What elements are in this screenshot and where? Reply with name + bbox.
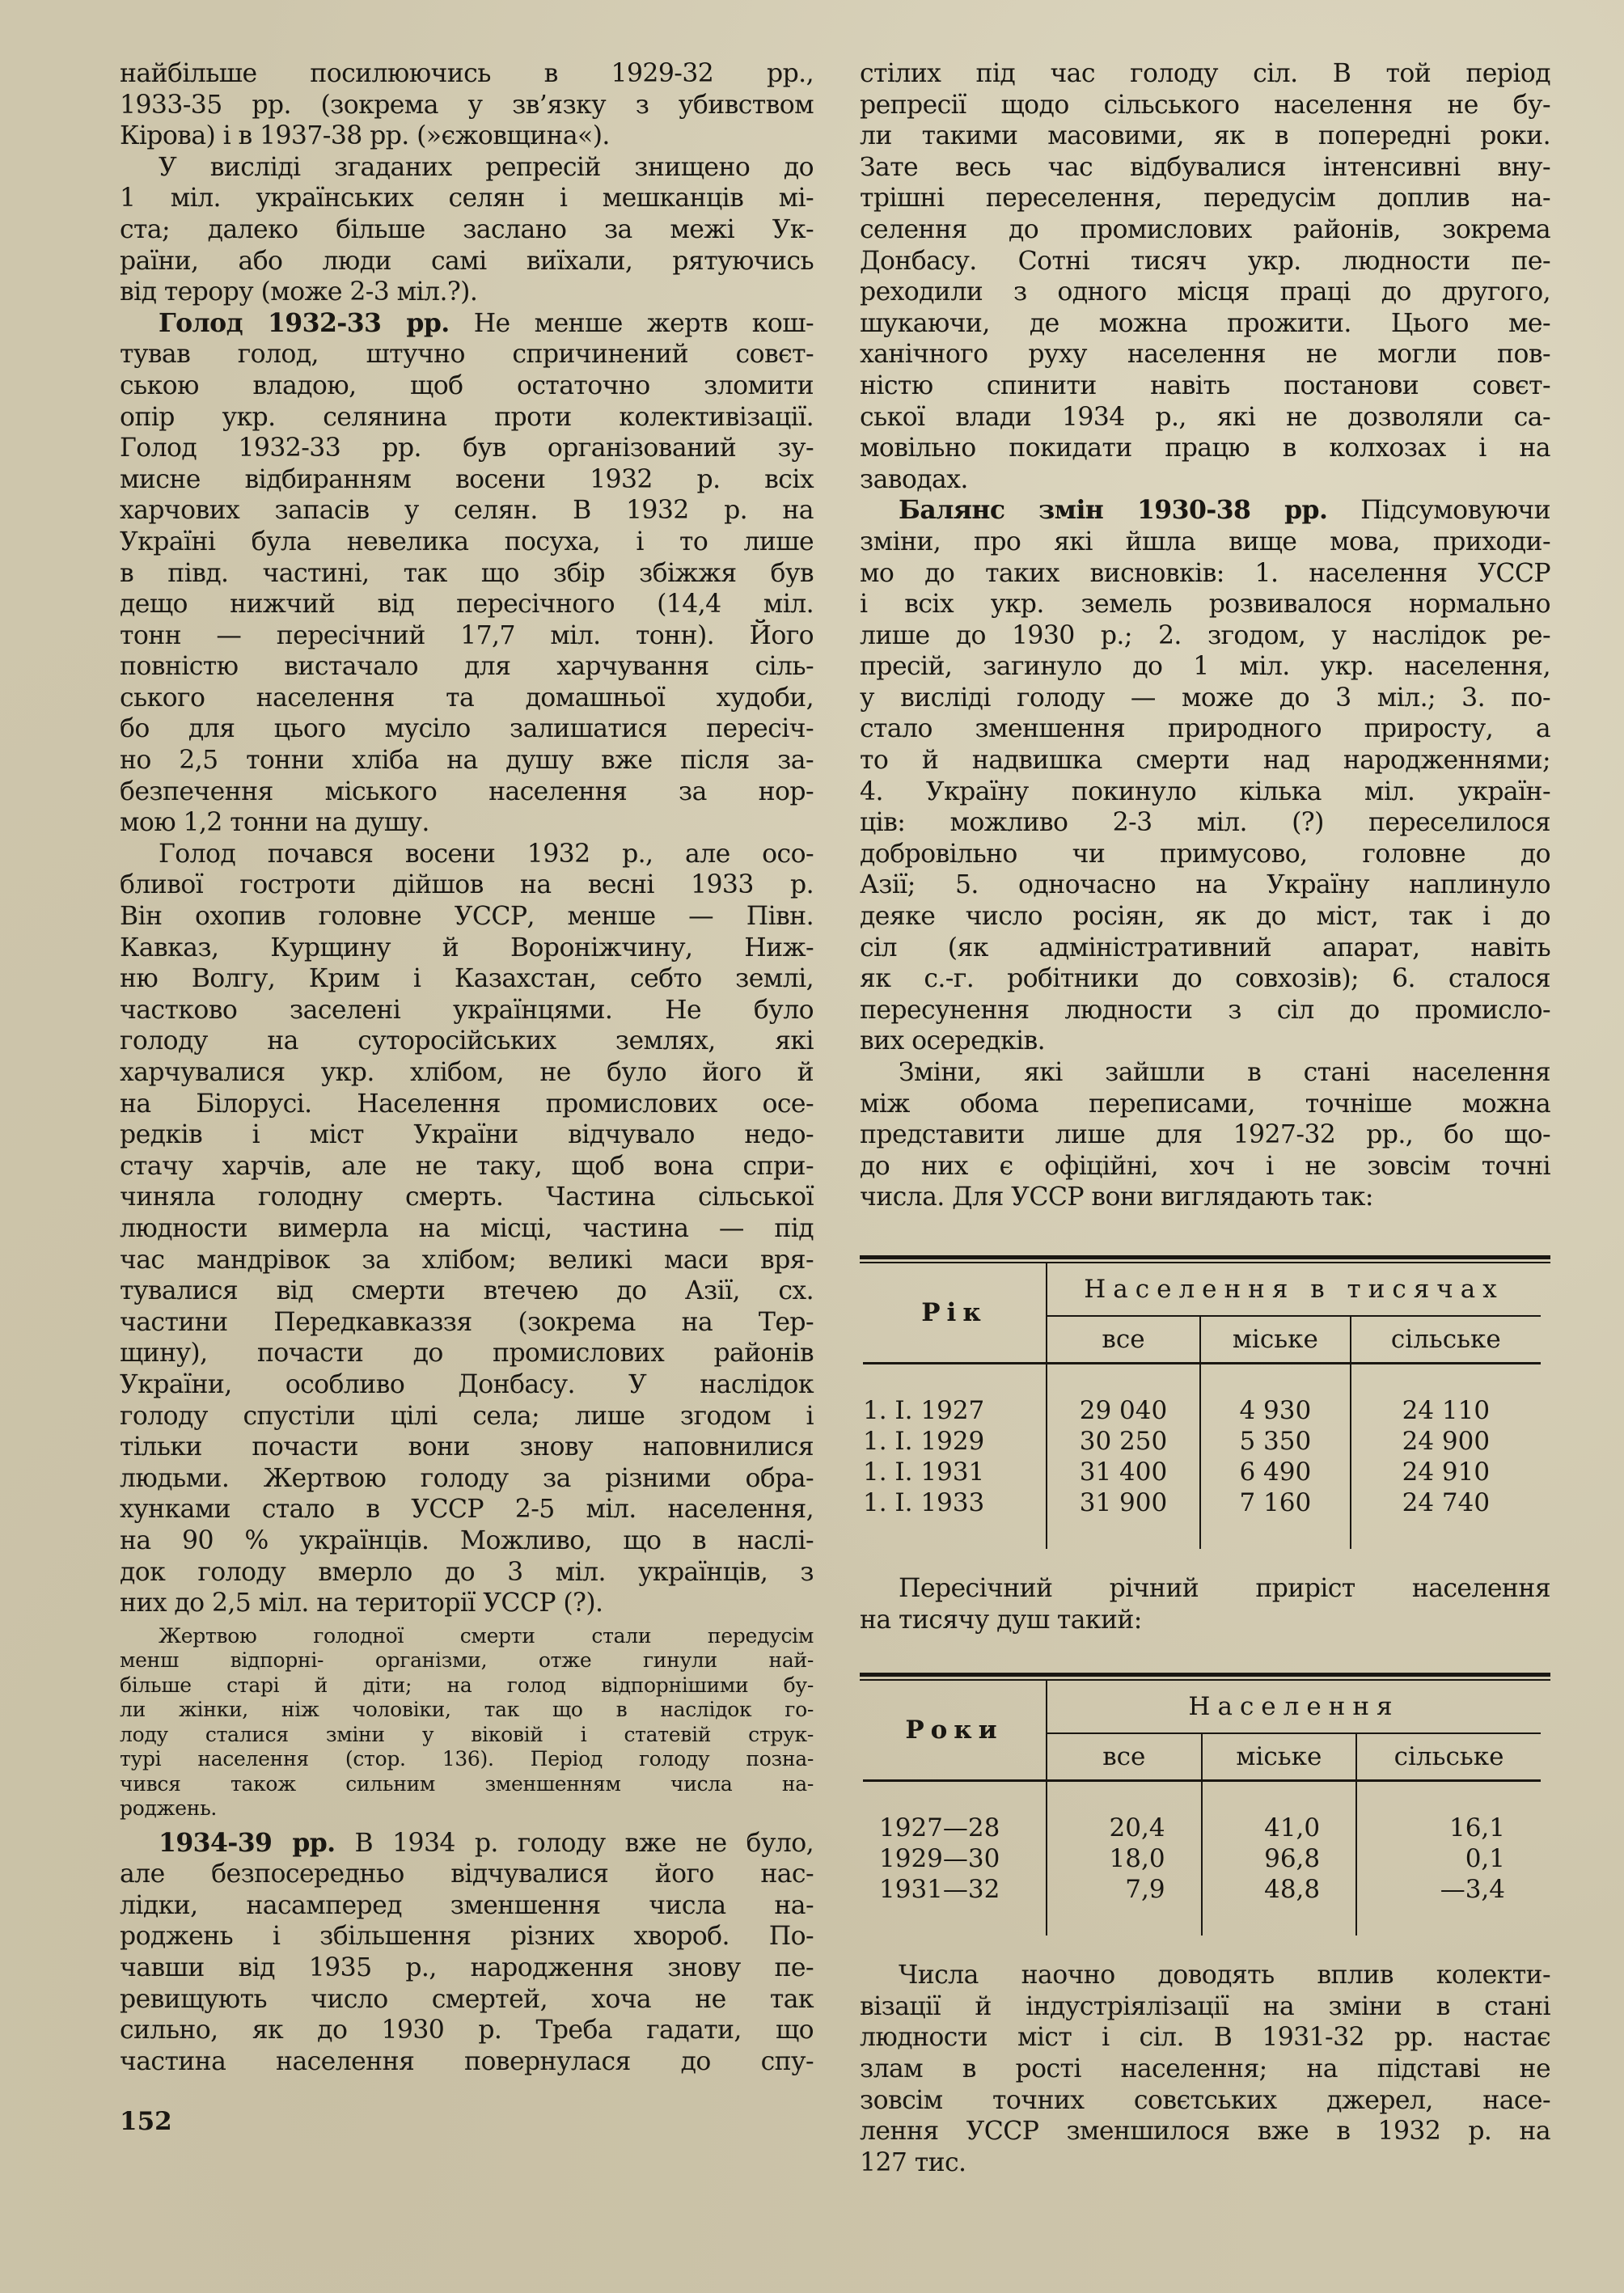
text-line bbox=[860, 2022, 1550, 2054]
text-line bbox=[120, 963, 814, 995]
right-body-text bbox=[860, 58, 1550, 1213]
text-line bbox=[120, 558, 814, 590]
line-text: стачу харчів, але не таку, щоб вона спри- bbox=[120, 1151, 814, 1181]
year-cell: 1927—28 bbox=[863, 1813, 1047, 1843]
all-cell: 31 900 bbox=[1047, 1487, 1200, 1518]
line-text: чавши від 1935 р., народження знову пе- bbox=[120, 1953, 814, 1983]
text-line bbox=[120, 620, 814, 652]
year-cell: 1929—30 bbox=[863, 1843, 1047, 1874]
line-text: Голод 1932-33 рр. був організований зу- bbox=[120, 434, 814, 463]
rural-cell: 24 740 bbox=[1402, 1487, 1491, 1517]
urban-cell: 96,8 bbox=[1202, 1843, 1357, 1874]
text-line bbox=[120, 58, 814, 90]
line-text: числа. Для УССР вони виглядають так: bbox=[860, 1182, 1373, 1212]
text-line bbox=[120, 339, 814, 370]
line-text: України, особливо Донбасу. У наслідок bbox=[120, 1369, 814, 1399]
line-text: людности вимерла на місці, частина — під bbox=[120, 1213, 814, 1243]
line-text: сильно, як до 1930 р. Треба гадати, що bbox=[120, 2016, 814, 2046]
urban-cell: 41,0 bbox=[1202, 1813, 1357, 1843]
population-table bbox=[860, 1255, 1550, 1549]
line-text: лоду сталися зміни у віковій і статевій струк- bbox=[120, 1722, 814, 1746]
line-text: стілих під час голоду сіл. В той період bbox=[860, 59, 1550, 88]
line-text: людности міст і сіл. В 1931-32 рр. настає bbox=[860, 2023, 1550, 2053]
line-text: тувалися від смерти втечею до Азії, сх. bbox=[120, 1276, 814, 1306]
line-text: тував голод, штучно спричинений совєт- bbox=[120, 340, 814, 370]
text-line bbox=[120, 1432, 814, 1463]
table-row bbox=[863, 1426, 1541, 1457]
line-text: злам в рості населення; на підставі не bbox=[860, 2054, 1550, 2084]
line-text: Не менше жертв кош- bbox=[449, 308, 814, 338]
text-line bbox=[860, 370, 1550, 402]
rural-cell: 16,1 bbox=[1448, 1813, 1505, 1843]
text-line bbox=[860, 901, 1550, 933]
text-line bbox=[860, 1089, 1550, 1120]
all-cell: 7,9 bbox=[1047, 1874, 1202, 1905]
urban-cell: 4 930 bbox=[1200, 1395, 1351, 1426]
line-text: то й надвишка смерти над народженнями; bbox=[860, 746, 1550, 776]
text-line bbox=[860, 246, 1550, 277]
line-text: селення до промислових районів, зокрема bbox=[860, 214, 1550, 244]
all-cell: 29 040 bbox=[1047, 1395, 1200, 1426]
line-text: між обома переписами, точніше можна bbox=[860, 1089, 1550, 1119]
year-cell: 1. I. 1931 bbox=[863, 1457, 1047, 1487]
table2-year-header: Роки bbox=[863, 1681, 1047, 1781]
text-line bbox=[120, 214, 814, 246]
line-text: Він охопив головне УССР, менше — Півн. bbox=[120, 902, 814, 932]
text-line bbox=[860, 58, 1550, 90]
line-text: але безпосередньо відчувалися його нас- bbox=[120, 1859, 814, 1889]
all-cell: 18,0 bbox=[1047, 1843, 1202, 1874]
line-text: роджень. bbox=[120, 1796, 218, 1821]
line-text: У висліді згаданих репресій знищено до bbox=[159, 152, 814, 182]
line-text: зовсім точних совєтських джерел, насе- bbox=[860, 2085, 1550, 2115]
line-text: Кавказ, Курщину й Вороніжчину, Ниж- bbox=[120, 933, 814, 962]
rural-cell: 24 900 bbox=[1402, 1426, 1491, 1456]
text-line bbox=[120, 464, 814, 496]
text-line bbox=[120, 745, 814, 776]
text-line bbox=[120, 90, 814, 121]
text-line bbox=[120, 1026, 814, 1057]
line-text: трішні переселення, передусім доплив на- bbox=[860, 184, 1550, 214]
line-text: чиняла голодну смерть. Частина сільської bbox=[120, 1182, 814, 1212]
table-row bbox=[863, 1843, 1541, 1874]
table1-year-header: Рік bbox=[863, 1263, 1047, 1364]
text-line bbox=[120, 308, 814, 340]
text-line bbox=[860, 869, 1550, 901]
text-line bbox=[860, 1057, 1550, 1089]
line-text: у висліді голоду — може до 3 міл.; 3. по- bbox=[860, 683, 1550, 713]
line-text: ста; далеко більше заслано за межі Ук- bbox=[120, 214, 814, 244]
text-line bbox=[120, 121, 814, 152]
text-line bbox=[120, 713, 814, 745]
text-line bbox=[120, 1673, 814, 1699]
text-line bbox=[860, 995, 1550, 1026]
line-text: 1933-35 рр. (зокрема у зв’язку з убивством bbox=[120, 90, 814, 120]
text-line bbox=[860, 433, 1550, 464]
line-text: на тисячу душ такий: bbox=[860, 1605, 1142, 1635]
text-line bbox=[860, 1991, 1550, 2023]
text-line bbox=[860, 1119, 1550, 1151]
line-text: мисне відбиранням восени 1932 р. всіх bbox=[120, 464, 814, 494]
text-line bbox=[860, 963, 1550, 995]
text-line bbox=[860, 683, 1550, 714]
line-text: менш відпорні- організми, отже гинули най- bbox=[120, 1648, 814, 1673]
text-line bbox=[860, 1605, 1550, 1636]
line-text: добровільно чи примусово, головне до bbox=[860, 839, 1550, 869]
rural-cell: 24 910 bbox=[1402, 1457, 1491, 1487]
line-text: Числа наочно доводять вплив колекти- bbox=[899, 1961, 1550, 1991]
text-line bbox=[120, 869, 814, 901]
line-text: в півд. частині, так що збір збіжжя був bbox=[120, 558, 814, 588]
line-text: як с.-г. робітники до совхозів); 6. сталося bbox=[860, 964, 1550, 994]
urban-cell: 5 350 bbox=[1200, 1426, 1351, 1457]
line-text: Підсумовуючи bbox=[1327, 496, 1550, 526]
line-text: і всіх укр. земель розвивалося нормально bbox=[860, 590, 1550, 620]
line-text: ською владою, щоб остаточно зломити bbox=[120, 370, 814, 400]
line-text: дещо нижчий від пересічного (14,4 міл. bbox=[120, 590, 814, 620]
line-text: Зміни, які зайшли в стані населення bbox=[899, 1058, 1550, 1087]
text-line bbox=[860, 1960, 1550, 1991]
line-text: ревищують число смертей, хоча не так bbox=[120, 1984, 814, 2014]
urban-cell: 6 490 bbox=[1200, 1457, 1351, 1487]
text-line bbox=[860, 90, 1550, 121]
table1-subheader-all: все bbox=[1047, 1316, 1200, 1364]
text-line bbox=[120, 1089, 814, 1120]
text-line bbox=[120, 370, 814, 402]
text-line bbox=[120, 1276, 814, 1307]
text-line bbox=[120, 277, 814, 308]
line-text: ню Волгу, Крим і Казахстан, себто землі, bbox=[120, 964, 814, 994]
text-line bbox=[860, 1026, 1550, 1057]
left-column bbox=[120, 58, 814, 2077]
line-text: тонн — пересічний 17,7 міл. тонн). Його bbox=[120, 620, 814, 650]
line-text: візації й індустріялізації на зміни в стані bbox=[860, 1991, 1550, 2021]
line-text: 4. Україну покинуло кілька міл. україн- bbox=[860, 776, 1550, 806]
text-line bbox=[860, 464, 1550, 496]
line-text: частина населення повернулася до спу- bbox=[120, 2046, 814, 2076]
text-line bbox=[120, 2046, 814, 2078]
urban-cell: 48,8 bbox=[1202, 1874, 1357, 1905]
line-text: мою 1,2 тонни на душу. bbox=[120, 808, 429, 838]
line-text: Голод почався восени 1932 р., але осо- bbox=[159, 839, 814, 869]
text-line bbox=[860, 2147, 1550, 2179]
text-line bbox=[120, 1245, 814, 1276]
table2-subheader-urban: міське bbox=[1202, 1733, 1357, 1781]
line-text: голоду на суторосійських землях, які bbox=[120, 1026, 814, 1056]
left-body-text bbox=[120, 58, 814, 1619]
text-line bbox=[120, 152, 814, 184]
text-line bbox=[120, 1648, 814, 1673]
left-body-text-continued bbox=[120, 1828, 814, 2078]
text-line bbox=[860, 839, 1550, 870]
section-heading: 1934-39 рр. bbox=[159, 1827, 336, 1858]
text-line bbox=[120, 901, 814, 933]
text-line bbox=[860, 152, 1550, 184]
text-line bbox=[120, 1494, 814, 1525]
year-cell: 1. I. 1929 bbox=[863, 1426, 1047, 1457]
closing-paragraph bbox=[860, 1960, 1550, 2178]
line-text: Пересічний річний приріст населення bbox=[899, 1573, 1550, 1603]
year-cell: 1. I. 1933 bbox=[863, 1487, 1047, 1518]
line-text: час мандрівок за хлібом; великі маси вря- bbox=[120, 1245, 814, 1275]
table1-subheader-urban: міське bbox=[1200, 1316, 1351, 1364]
line-text: чився також сильним зменшенням числа на- bbox=[120, 1771, 814, 1796]
text-line bbox=[120, 995, 814, 1026]
line-text: 127 тис. bbox=[860, 2147, 966, 2177]
table-row bbox=[863, 1874, 1541, 1905]
all-cell: 20,4 bbox=[1047, 1813, 1202, 1843]
line-text: хунками стало в УССР 2-5 міл. населення, bbox=[120, 1495, 814, 1525]
table2-group-header: Населення bbox=[1047, 1681, 1541, 1733]
table-row bbox=[863, 1813, 1541, 1843]
line-text: ли такими масовими, як в попередні роки. bbox=[860, 121, 1550, 151]
page-number: 152 bbox=[120, 2107, 172, 2136]
text-line bbox=[120, 1057, 814, 1089]
text-line bbox=[860, 214, 1550, 246]
text-line bbox=[120, 651, 814, 683]
table2-subheader-all: все bbox=[1047, 1733, 1202, 1781]
table2-subheader-rural: сільське bbox=[1394, 1742, 1504, 1772]
text-line bbox=[120, 1747, 814, 1772]
line-text: роджень і збільшення різних хвороб. По- bbox=[120, 1922, 814, 1952]
line-text: но 2,5 тонни хліба на душу вже після за- bbox=[120, 746, 814, 776]
text-line bbox=[860, 713, 1550, 745]
line-text: ністю спинити навіть постанови совєт- bbox=[860, 370, 1550, 400]
text-line bbox=[120, 1369, 814, 1401]
table-top-rule bbox=[860, 1255, 1550, 1263]
line-text: бливої гостроти дійшов на весні 1933 р. bbox=[120, 870, 814, 900]
line-text: найбільше посилюючись в 1929-32 рр., bbox=[120, 59, 814, 88]
text-line bbox=[120, 1624, 814, 1649]
text-line bbox=[120, 1772, 814, 1797]
line-text: Донбасу. Сотні тисяч укр. людности пе- bbox=[860, 246, 1550, 276]
text-line bbox=[860, 558, 1550, 590]
text-line bbox=[120, 1119, 814, 1151]
text-line bbox=[120, 1588, 814, 1619]
text-line bbox=[860, 589, 1550, 620]
all-cell: 30 250 bbox=[1047, 1426, 1200, 1457]
table1-subheader-rural: сільське bbox=[1390, 1324, 1501, 1354]
text-line bbox=[120, 1859, 814, 1890]
text-line bbox=[120, 1952, 814, 1984]
line-text: лише до 1930 р.; 2. згодом, у наслідок ре- bbox=[860, 620, 1550, 650]
line-text: сіл (як адміністративний апарат, навіть bbox=[860, 933, 1550, 962]
text-line bbox=[120, 2015, 814, 2046]
table-top-rule bbox=[860, 1673, 1550, 1681]
line-text: зміни, про які йшла вище мова, приходи- bbox=[860, 527, 1550, 556]
text-line bbox=[860, 1182, 1550, 1213]
line-text: щину), почасти до промислових районів bbox=[120, 1339, 814, 1369]
text-line bbox=[120, 1401, 814, 1432]
line-text: лення УССР зменшилося вже в 1932 р. на bbox=[860, 2117, 1550, 2147]
text-line bbox=[120, 1828, 814, 1859]
line-text: від терору (може 2-3 міл.?). bbox=[120, 277, 478, 307]
all-cell: 31 400 bbox=[1047, 1457, 1200, 1487]
line-text: на Білорусі. Населення промислових осе- bbox=[120, 1089, 814, 1119]
text-line bbox=[120, 1890, 814, 1922]
text-line bbox=[860, 933, 1550, 964]
text-line bbox=[860, 183, 1550, 214]
rural-cell: 24 110 bbox=[1402, 1395, 1491, 1425]
table1-group-header: Населення в тисячах bbox=[1047, 1263, 1541, 1316]
text-line bbox=[860, 776, 1550, 808]
line-text: деяке число росіян, як до міст, так і до bbox=[860, 902, 1550, 932]
line-text: Зате весь час відбувалися інтенсивні вну- bbox=[860, 152, 1550, 182]
growth-intro-text bbox=[860, 1573, 1550, 1635]
table-row bbox=[863, 1395, 1541, 1426]
text-line bbox=[860, 807, 1550, 839]
text-line bbox=[860, 339, 1550, 370]
line-text: ців: можливо 2-3 міл. (?) переселилося bbox=[860, 808, 1550, 838]
text-line bbox=[120, 1338, 814, 1369]
text-line bbox=[860, 1151, 1550, 1182]
rural-cell: —3,4 bbox=[1440, 1875, 1505, 1905]
text-line bbox=[120, 1698, 814, 1723]
rural-cell: 0,1 bbox=[1465, 1844, 1505, 1874]
line-text: В 1934 р. голоду вже не було, bbox=[335, 1828, 814, 1858]
text-line bbox=[860, 620, 1550, 652]
line-text: шукаючи, де можна прожити. Цього ме- bbox=[860, 308, 1550, 338]
text-line bbox=[120, 1213, 814, 1245]
growth-rate-table bbox=[860, 1673, 1550, 1936]
line-text: них до 2,5 міл. на території УССР (?). bbox=[120, 1589, 603, 1618]
year-cell: 1. I. 1927 bbox=[863, 1395, 1047, 1426]
line-text: Азії; 5. одночасно на Україну наплинуло bbox=[860, 870, 1550, 900]
line-text: ського населення та домашньої худоби, bbox=[120, 683, 814, 713]
text-line bbox=[860, 527, 1550, 558]
line-text: харчових запасів у селян. В 1932 р. на bbox=[120, 496, 814, 526]
line-text: Жертвою голодної смерти стали передусім bbox=[159, 1623, 814, 1648]
line-text: раїни, або люди самі виїхали, рятуючись bbox=[120, 246, 814, 276]
line-text: редків і міст України відчувало недо- bbox=[120, 1120, 814, 1150]
section-heading: Голод 1932-33 рр. bbox=[159, 307, 450, 338]
line-text: бо для цього мусіло залишатися пересіч- bbox=[120, 714, 814, 744]
line-text: лідки, насамперед зменшення числа на- bbox=[120, 1890, 814, 1920]
text-line bbox=[120, 402, 814, 434]
text-line bbox=[120, 1723, 814, 1748]
text-line bbox=[120, 683, 814, 714]
text-line bbox=[120, 1557, 814, 1589]
line-text: пресій, загинуло до 1 міл. укр. населення, bbox=[860, 652, 1550, 682]
line-text: турі населення (стор. 136). Період голоду позна- bbox=[120, 1747, 814, 1771]
text-line bbox=[860, 2085, 1550, 2117]
line-text: стало зменшення природного приросту, а bbox=[860, 714, 1550, 744]
line-text: ханічного руху населення не могли пов- bbox=[860, 340, 1550, 370]
text-line bbox=[860, 2054, 1550, 2085]
line-text: Україні була невелика посуха, і то лише bbox=[120, 527, 814, 556]
text-line bbox=[120, 1796, 814, 1821]
text-line bbox=[860, 308, 1550, 340]
text-line bbox=[120, 495, 814, 527]
table-row bbox=[863, 1487, 1541, 1518]
text-line bbox=[860, 745, 1550, 776]
urban-cell: 7 160 bbox=[1200, 1487, 1351, 1518]
section-heading: Балянс змін 1930-38 рр. bbox=[899, 495, 1328, 526]
text-line bbox=[120, 1182, 814, 1213]
text-line bbox=[860, 277, 1550, 308]
year-cell: 1931—32 bbox=[863, 1874, 1047, 1905]
line-text: людьми. Жертвою голоду за різними обра- bbox=[120, 1463, 814, 1493]
line-text: реходили з одного місця праці до другого, bbox=[860, 277, 1550, 307]
line-text: репресії щодо сільського населення не бу- bbox=[860, 90, 1550, 120]
line-text: повністю вистачало для харчування сіль- bbox=[120, 652, 814, 682]
text-line bbox=[860, 495, 1550, 527]
text-line bbox=[120, 527, 814, 558]
text-line bbox=[860, 1573, 1550, 1605]
text-line bbox=[120, 933, 814, 964]
line-text: док голоду вмерло до 3 міл. українців, з bbox=[120, 1557, 814, 1587]
text-line bbox=[120, 1307, 814, 1339]
text-line bbox=[120, 1921, 814, 1952]
text-line bbox=[120, 433, 814, 464]
line-text: більше старі й діти; на голод відпорнішими бу- bbox=[120, 1673, 814, 1697]
line-text: представити лише для 1927-32 рр., бо що- bbox=[860, 1120, 1550, 1150]
text-line bbox=[860, 402, 1550, 434]
right-column bbox=[860, 58, 1550, 2178]
line-text: 1 міл. українських селян і мешканців мі- bbox=[120, 184, 814, 214]
line-text: безпечення міського населення за нор- bbox=[120, 776, 814, 806]
text-line bbox=[120, 183, 814, 214]
line-text: харчувалися укр. хлібом, не було його й bbox=[120, 1058, 814, 1087]
text-line bbox=[120, 776, 814, 808]
text-line bbox=[120, 807, 814, 839]
left-small-print-note bbox=[120, 1624, 814, 1821]
text-line bbox=[120, 1984, 814, 2016]
text-line bbox=[860, 121, 1550, 152]
line-text: на 90 % українців. Можливо, що в наслі- bbox=[120, 1525, 814, 1555]
line-text: опір укр. селянина проти колективізації. bbox=[120, 402, 814, 432]
line-text: частини Передкавказзя (зокрема на Тер- bbox=[120, 1307, 814, 1337]
text-line bbox=[120, 1463, 814, 1495]
text-line bbox=[860, 2116, 1550, 2147]
line-text: Кірова) і в 1937-38 рр. (»єжовщина«). bbox=[120, 121, 610, 151]
line-text: пересунення людности з сіл до промисло- bbox=[860, 995, 1550, 1025]
table-row bbox=[863, 1457, 1541, 1487]
line-text: вих осередків. bbox=[860, 1026, 1046, 1056]
text-line bbox=[120, 246, 814, 277]
text-line bbox=[860, 651, 1550, 683]
line-text: до них є офіційні, хоч і не зовсім точні bbox=[860, 1151, 1550, 1181]
text-line bbox=[120, 839, 814, 870]
line-text: мо до таких висновків: 1. населення УССР bbox=[860, 558, 1550, 588]
line-text: тільки почасти вони знову наповнилися bbox=[120, 1432, 814, 1462]
line-text: заводах. bbox=[860, 464, 968, 494]
line-text: частково заселені українцями. Не було bbox=[120, 995, 814, 1025]
line-text: голоду спустіли цілі села; лише згодом і bbox=[120, 1401, 814, 1431]
line-text: мовільно покидати працю в колхозах і на bbox=[860, 434, 1550, 463]
text-line bbox=[120, 589, 814, 620]
line-text: ської влади 1934 р., які не дозволяли са- bbox=[860, 402, 1550, 432]
text-line bbox=[120, 1151, 814, 1182]
line-text: ли жінки, ніж чоловіки, так що в наслідок го- bbox=[120, 1698, 814, 1722]
text-line bbox=[120, 1525, 814, 1557]
